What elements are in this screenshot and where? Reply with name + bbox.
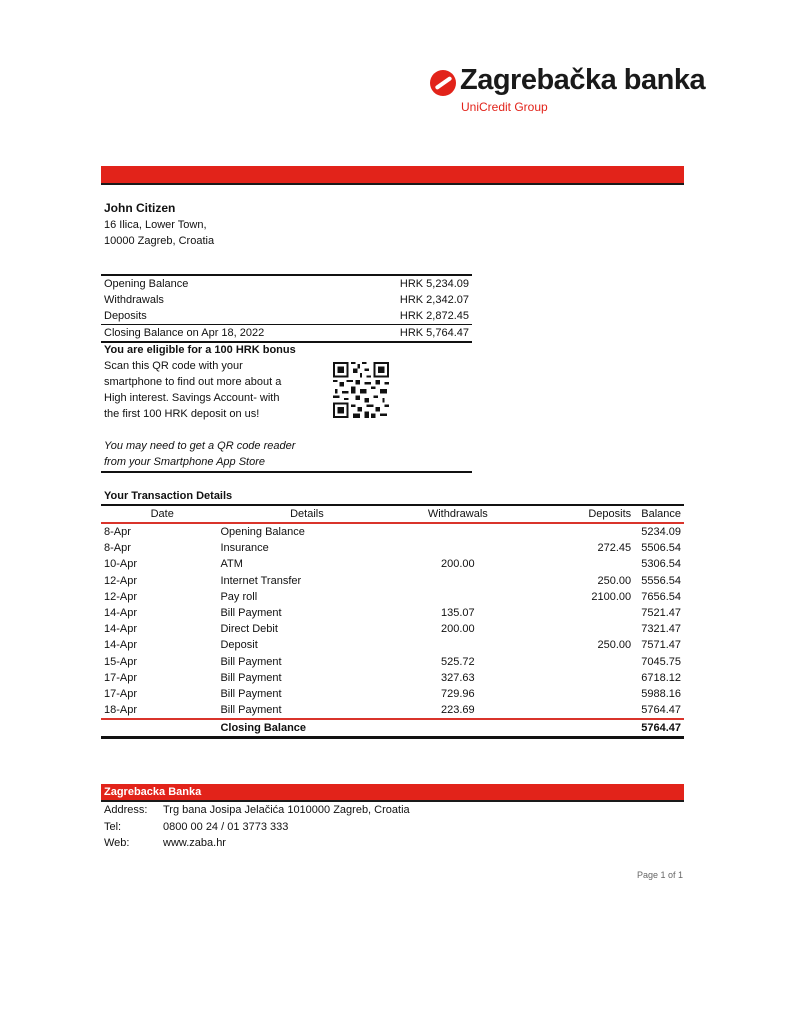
table-header-row [101,505,684,523]
table-row [101,670,684,686]
column-header-date: Date [101,505,220,523]
cell-date: 14-Apr [104,607,138,620]
bank-website-link[interactable]: www.zaba.hr [163,837,226,849]
cell-date: 12-Apr [104,574,138,587]
cell-deposit: 272.45 [597,542,632,555]
cell-date: 12-Apr [104,590,138,603]
cell-withdrawal: 525.72 [440,655,475,668]
cell-details: Bill Payment [220,607,282,620]
footer-banner [101,784,684,802]
bank-logo [430,64,706,116]
cell-balance: 5556.54 [641,574,681,587]
cell-deposit: 250.00 [597,574,632,587]
bonus-promo [104,342,304,470]
cell-balance: 6718.12 [641,671,681,684]
table-row [101,589,684,605]
cell-date: 10-Apr [104,558,138,571]
summary-value: HRK 2,872.45 [399,310,469,322]
cell-balance: 5506.54 [641,542,681,555]
cell-withdrawal: 135.07 [440,607,475,620]
cell-details: Bill Payment [220,687,282,700]
cell-balance: 5988.16 [641,687,681,700]
footer-contact [104,802,410,852]
cell-balance: 7321.47 [641,623,681,636]
cell-date: 18-Apr [101,702,220,719]
summary-value: HRK 2,342.07 [399,294,469,306]
cell-details: ATM [220,558,243,571]
footer-bank-name: Zagrebacka Banka [104,786,202,798]
cell-date: 8-Apr [104,526,131,539]
table-row [101,556,684,572]
cell-withdrawal [393,573,522,589]
cell-balance: 7045.75 [641,655,681,668]
summary-row-opening [101,276,472,292]
cell-balance: 5234.09 [641,526,681,539]
cell-withdrawal [393,589,522,605]
cell-details: Bill Payment [220,655,282,668]
customer-address-line1: 16 Ilica, Lower Town, [104,218,207,231]
closing-balance: 5764.47 [631,719,684,738]
cell-withdrawal: 327.63 [440,671,475,684]
cell-balance: 5306.54 [641,558,681,571]
summary-label: Withdrawals [104,294,164,306]
table-row [101,523,684,540]
tel-label: Tel: [104,820,122,833]
cell-deposit: 250.00 [597,639,632,652]
cell-date: 14-Apr [104,639,138,652]
cell-withdrawal: 223.69 [393,702,522,719]
cell-date: 17-Apr [104,671,138,684]
summary-row-withdrawals [101,292,472,308]
column-header-deposits: Deposits [522,505,631,523]
closing-balance-row [101,719,684,738]
cell-withdrawal [393,637,522,653]
cell-date: 15-Apr [104,655,138,668]
bank-address: Trg bana Josipa Jelačića 1010000 Zagreb, Croatia [163,804,410,816]
promo-line: smartphone to find out more about a [104,376,282,388]
customer-name: John Citizen [104,201,176,215]
bank-group: UniCredit Group [461,100,548,114]
promo-heading: You are eligible for a 100 HRK bonus [104,344,296,356]
cell-deposit [522,670,631,686]
summary-value: HRK 5,764.47 [399,327,469,339]
cell-date: 14-Apr [104,623,138,636]
cell-balance: 5764.47 [631,702,684,719]
address-label: Address: [104,804,148,816]
summary-label: Opening Balance [104,278,189,290]
customer-address-block [104,200,214,250]
table-row [101,605,684,621]
promo-line: Scan this QR code with your [104,360,243,372]
closing-label: Closing Balance [220,719,393,738]
summary-row-closing [101,325,472,341]
table-row [101,637,684,653]
table-row [101,686,684,702]
cell-withdrawal: 200.00 [440,623,475,636]
cell-deposit [522,523,631,540]
page-number: Page 1 of 1 [636,870,683,880]
cell-details: Bill Payment [220,702,393,719]
qr-code-icon[interactable] [333,362,389,418]
promo-line: High interest. Savings Account- with [104,392,280,404]
cell-deposit [522,621,631,637]
table-row [101,702,684,719]
table-row [101,621,684,637]
promo-line: the first 100 HRK deposit on us! [104,408,260,420]
promo-note-line: from your Smartphone App Store [104,456,266,468]
column-header-balance: Balance [631,505,684,523]
transactions-title: Your Transaction Details [104,490,233,502]
cell-date: 17-Apr [104,687,138,700]
cell-details: Deposit [220,639,258,652]
cell-balance: 7521.47 [641,607,681,620]
column-header-details: Details [220,505,393,523]
header-banner [101,166,684,185]
summary-label: Deposits [104,310,147,322]
cell-withdrawal [393,523,522,540]
web-label: Web: [104,837,130,849]
cell-deposit [522,556,631,572]
cell-details: Direct Debit [220,623,278,636]
cell-deposit [522,654,631,670]
cell-details: Pay roll [220,590,258,603]
bank-name: Zagrebačka banka [460,64,706,96]
cell-details: Insurance [220,542,269,555]
summary-row-deposits [101,308,472,324]
cell-deposit [522,686,631,702]
bank-phone: 0800 00 24 / 01 3773 333 [163,820,289,833]
table-row [101,540,684,556]
cell-details: Bill Payment [220,671,282,684]
cell-date: 8-Apr [104,542,131,555]
summary-value: HRK 5,234.09 [399,278,469,290]
cell-deposit: 2100.00 [591,590,632,603]
cell-withdrawal: 200.00 [440,558,475,571]
promo-note-line: You may need to get a QR code reader [104,440,296,452]
cell-details: Internet Transfer [220,574,302,587]
balance-summary [101,274,472,343]
column-header-withdrawals: Withdrawals [393,505,522,523]
cell-balance: 7656.54 [641,590,681,603]
unicredit-logo-icon [430,70,456,96]
divider [101,471,472,473]
cell-balance: 7571.47 [641,639,681,652]
table-row [101,573,684,589]
summary-label: Closing Balance on Apr 18, 2022 [104,327,265,339]
cell-withdrawal [393,540,522,556]
table-row [101,654,684,670]
transactions-table [101,504,684,739]
customer-address-line2: 10000 Zagreb, Croatia [104,235,215,247]
cell-details: Opening Balance [220,526,305,539]
cell-deposit [522,605,631,621]
cell-deposit [522,702,631,719]
cell-withdrawal: 729.96 [440,687,475,700]
